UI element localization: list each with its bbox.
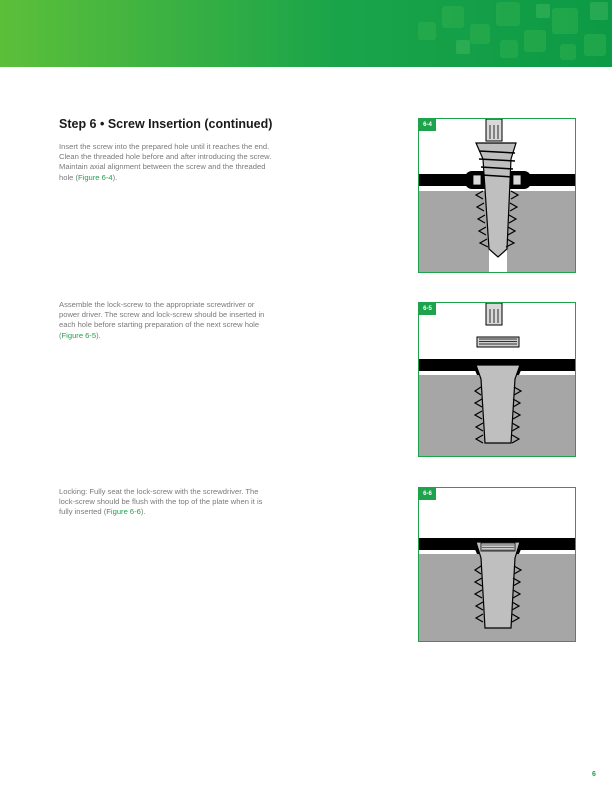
step-title: Step 6 • Screw Insertion (continued) — [59, 117, 273, 131]
page-number: 6 — [592, 771, 596, 778]
paragraph-line: each hole before starting preparation of the next screw hole — [59, 320, 260, 330]
figure-label: 6-5 — [419, 303, 436, 315]
lock-screw-assembly-illustration — [419, 303, 576, 457]
paragraph-line: lock-screw should be flush with the top of the plate when it is — [59, 497, 263, 507]
paragraph-line: Locking: Fully seat the lock-screw with the screwdriver. The — [59, 487, 259, 496]
paragraph-line-suffix: ). — [112, 172, 118, 182]
screw-insertion-illustration — [419, 119, 576, 273]
paragraph-line-suffix: ). — [96, 330, 101, 340]
paragraph-line-prefix: fully inserted ( — [59, 507, 107, 517]
header-banner — [0, 0, 612, 67]
figure-label: 6-4 — [419, 119, 436, 131]
paragraph-line: Maintain axial alignment between the screw and the threaded — [59, 162, 266, 172]
paragraph-line-prefix: ( — [59, 330, 62, 340]
paragraph-line: Clean the threaded hole before and after introducing the screw. — [59, 152, 272, 162]
paragraph-line-prefix: hole ( — [59, 172, 78, 182]
paragraph-lock-screw-assembly — [59, 300, 314, 341]
paragraph-locking — [59, 487, 314, 518]
figure-ref-6-4[interactable]: Figure 6-4 — [78, 172, 113, 182]
figure-6-6 — [418, 487, 576, 642]
paragraph-line-suffix: ). — [140, 507, 146, 517]
paragraph-line: power driver. The screw and lock-screw should be inserted in — [59, 310, 265, 320]
figure-ref-6-6[interactable]: Figure 6-6 — [106, 507, 141, 517]
figure-ref-6-5[interactable]: Figure 6-5 — [61, 330, 97, 340]
figure-label: 6-6 — [419, 488, 436, 500]
figure-6-5 — [418, 302, 576, 457]
paragraph-line: Assemble the lock-screw to the appropriate screwdriver or — [59, 300, 255, 309]
locking-illustration — [419, 488, 576, 642]
figure-6-4 — [418, 118, 576, 273]
banner-pattern-icon — [0, 0, 612, 67]
paragraph-line: Insert the screw into the prepared hole until it reaches the end. — [59, 142, 270, 151]
paragraph-screw-insertion — [59, 142, 314, 183]
